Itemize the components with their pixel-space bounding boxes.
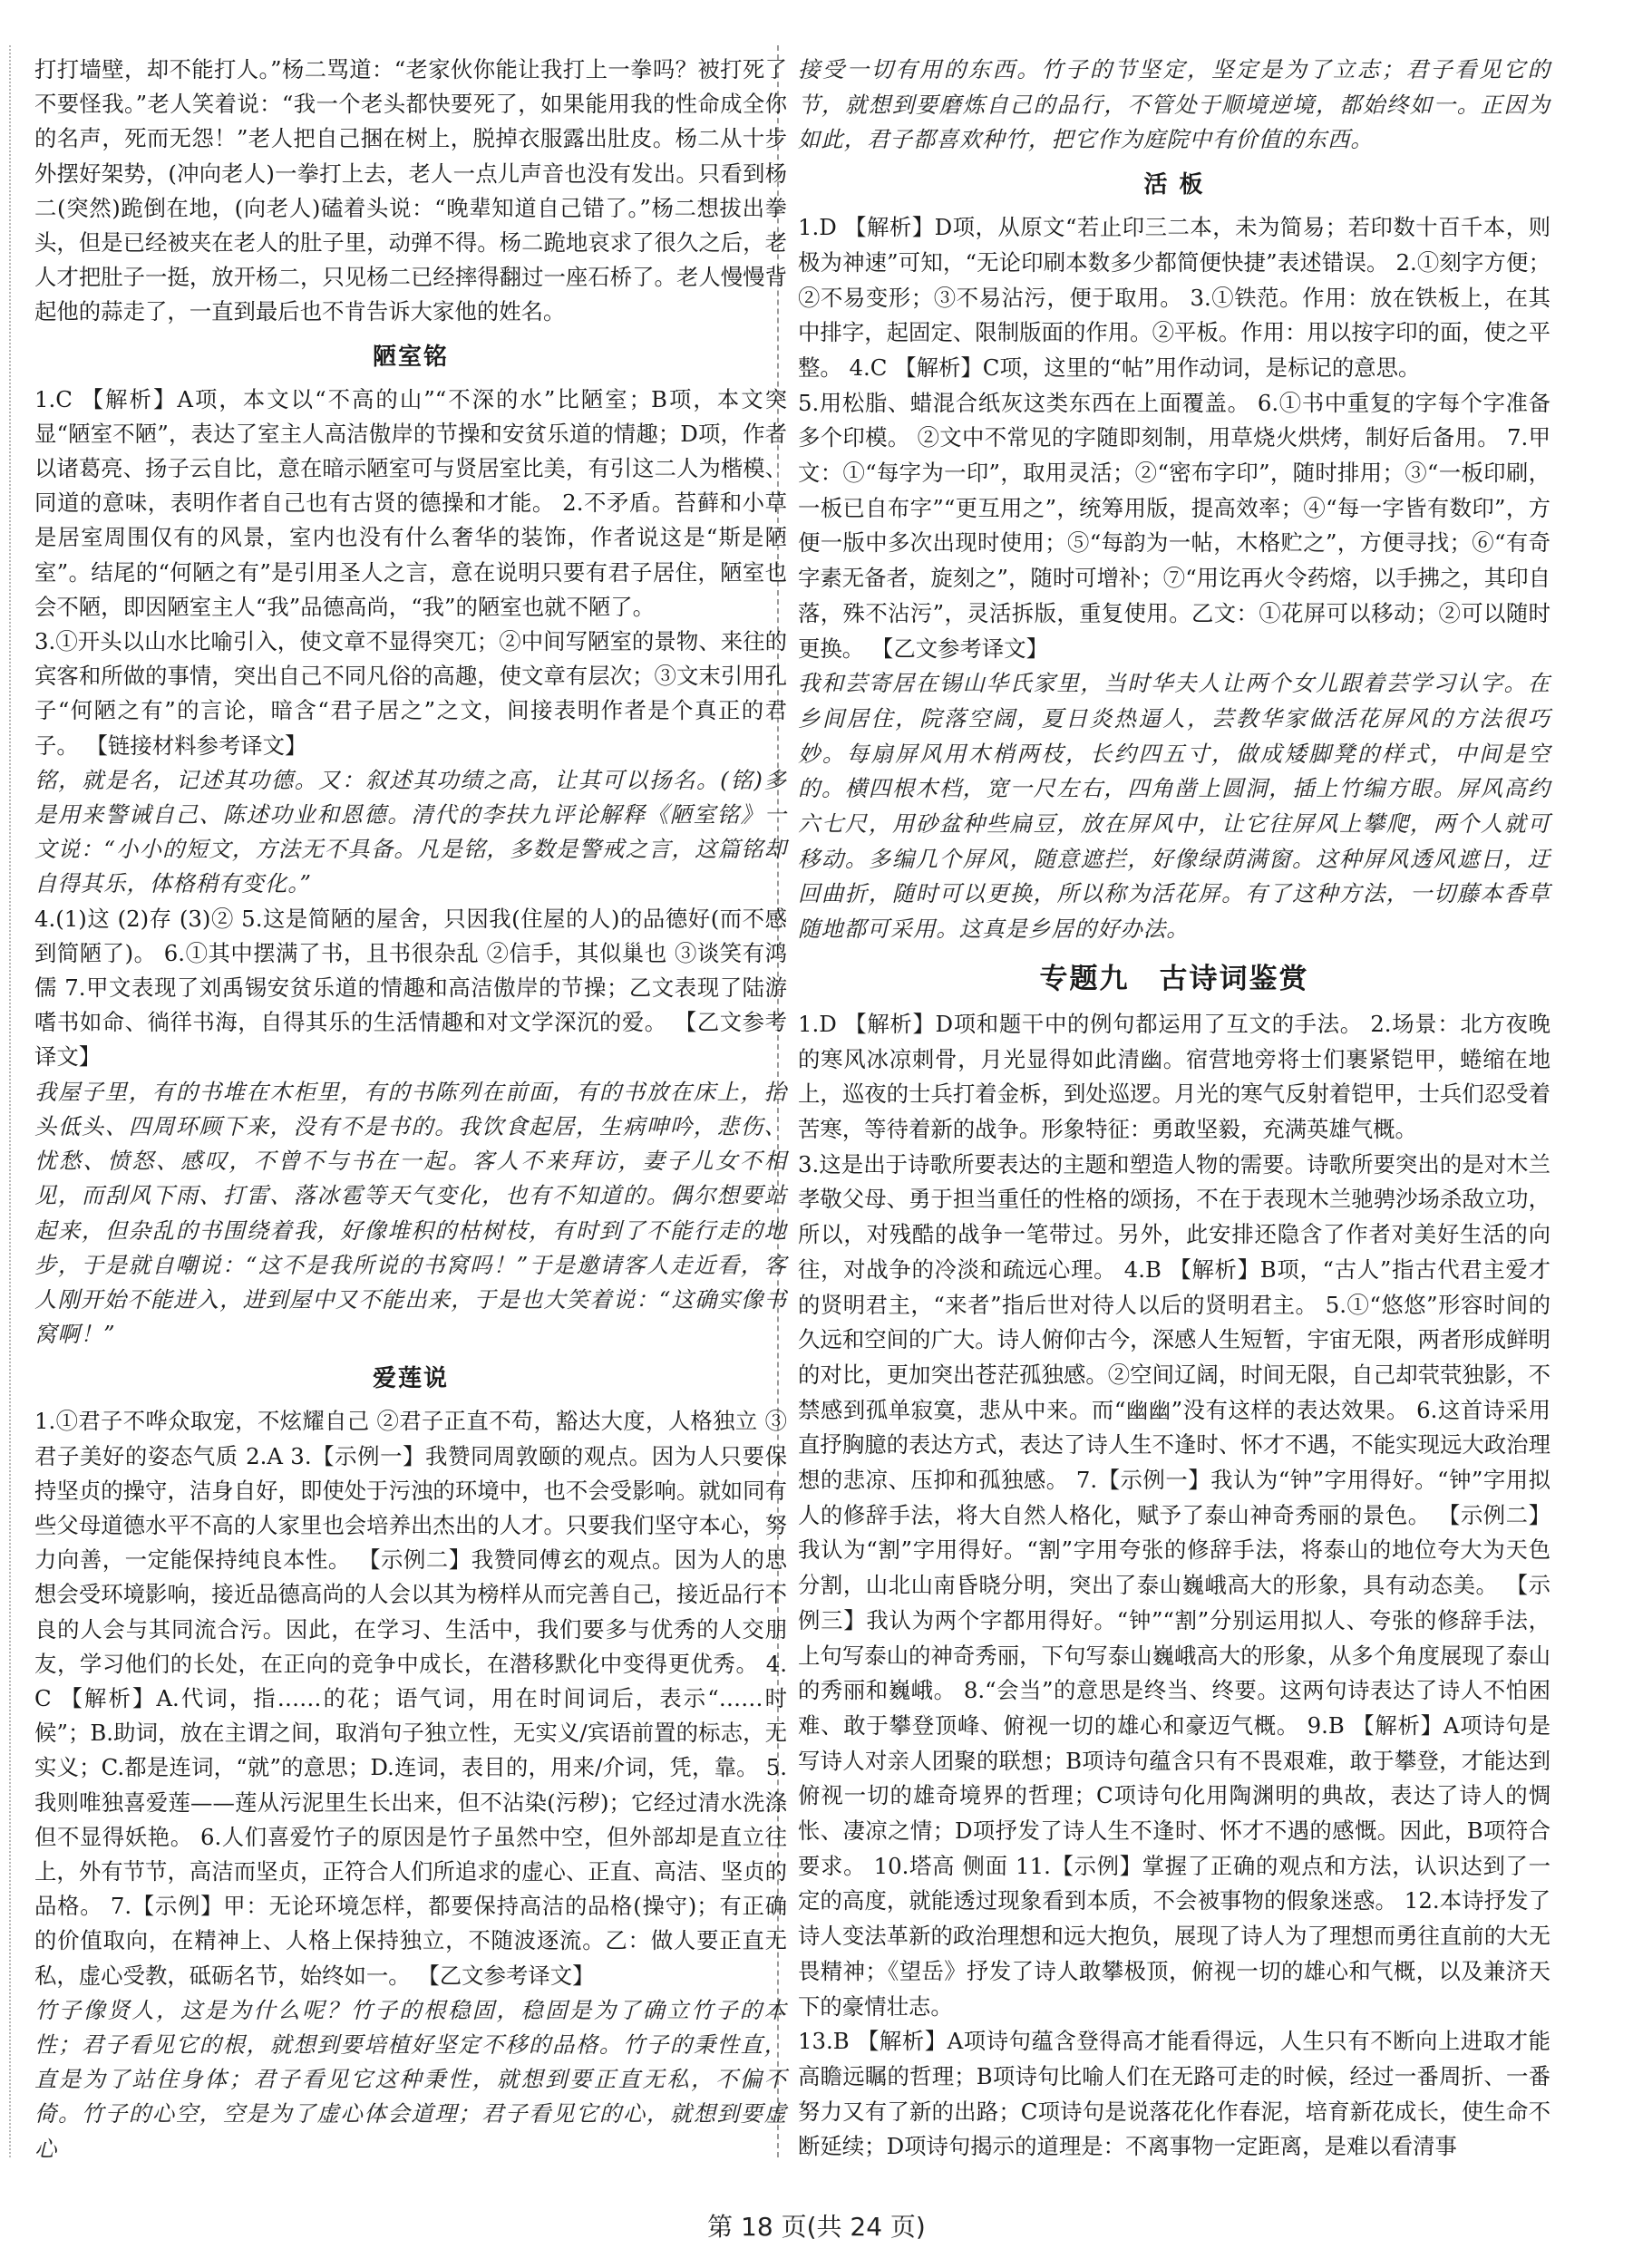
answers-huoban-5-7: 5.用松脂、蜡混合纸灰这类东西在上面覆盖。 6.①书中重复的字每个字准备多个印模。 ②文中不常见的字随即刻制，用草烧火烘烤，制好后备用。 7.甲文：①“每字为一印”，取用灵活；②“密布字印”，随时排用；③“一板印刷，一板已自布字”“更互用之”，统筹用版，提高效率；④“每一字皆有数印”，方便一版中多次出现时使用；⑤“每韵为一帖，木格贮之”，方便寻找；⑥“有奇字素无备者，旋刻之”，随时可增补；⑦“用讫再火令药熔，以手拂之，其印自落，殊不沾污”，灵活拆版，重复使用。乙文：①花屏可以移动；②可以随时更换。 【乙文参考译文】 — [798, 389, 1550, 662]
answers-loushiming-1-2: 1.C 【解析】A项，本文以“不高的山”“不深的水”比陋室；B项，本文突显“陋室不陋”，表达了室主人高洁傲岸的节操和安贫乐道的情趣；D项，作者以诸葛亮、扬子云自比，意在暗示陋室可与贤居室比美，有引这二人为楷模、同道的意味，表明作者自己也有古贤的德操和才能。 2.不矛盾。苔藓和小草是居室周围仅有的风景，室内也没有什么奢华的装饰，作者说这是“斯是陋室”。结尾的“何陋之有”是引用圣人之言，意在说明只要有君子居住，陋室也会不陋，即因陋室主人“我”品德高尚，“我”的陋室也就不陋了。 — [34, 385, 787, 620]
link-material-translation: 铭，就是名，记述其功德。又：叙述其功绩之高，让其可以扬名。(铭)多是用来警诫自己、陈述功业和恩德。清代的李扶九评论解释《陋室铭》一文说：“小小的短文，方法无不具备。凡是铭，多数是警戒之言，这篇铭却自得其乐，体格稍有变化。” — [34, 766, 787, 897]
right-column — [798, 53, 1550, 2165]
answers-ailianshuo: 1.①君子不哗众取宠，不炫耀自己 ②君子正直不苟，豁达大度，人格独立 ③君子美好的姿态气质 2.A 3.【示例一】我赞同周敦颐的观点。因为人只要保持坚贞的操守，洁身自好，即使处于污浊的环境中，也不会受影响。就如同有些父母道德水平不高的人家里也会培养出杰出的人才。只要我们坚守本心，努力向善，一定能保持纯良本性。 【示例二】我赞同傅玄的观点。因为人的思想会受环境影响，接近品德高尚的人会以其为榜样从而完善自己，接近品行不良的人会与其同流合污。因此，在学习、生活中，我们要多与优秀的人交朋友，学习他们的长处，在正向的竞争中成长，在潜移默化中变得更优秀。 4.C 【解析】A.代词，指……的花；语气词，用在时间词后，表示“……时候”；B.助词，放在主谓之间，取消句子独立性，无实义/宾语前置的标志，无实义；C.都是连词，“就”的意思；D.连词，表目的，用来/介词，凭，靠。 5.我则唯独喜爱莲——莲从污泥里生长出来，但不沾染(污秽)；它经过清水洗涤但不显得妖艳。 6.人们喜爱竹子的原因是竹子虽然中空，但外部却是直立往上，外有节节，高洁而坚贞，正符合人们所追求的虚心、正直、高洁、坚贞的品格。 7.【示例】甲：无论环境怎样，都要保持高洁的品格(操守)；有正确的价值取向，在精神上、人格上保持独立，不随波逐流。乙：做人要正直无私，虚心受教，砥砺名节，始终如一。 【乙文参考译文】 — [34, 1408, 787, 1989]
yi-text-translation-shuchao: 我屋子里，有的书堆在木柜里，有的书陈列在前面，有的书放在床上，抬头低头、四周环顾下来，没有不是书的。我饮食起居，生病呻吟，悲伤、忧愁、愤怒、感叹，不曾不与书在一起。客人不来拜访，妻子儿女不相见，而刮风下雨、打雷、落冰雹等天气变化，也有不知道的。偶尔想要站起来，但杂乱的书围绕着我，好像堆积的枯树枝，有时到了不能行走的地步，于是就自嘲说：“这不是我所说的书窝吗！”于是邀请客人走近看，客人刚开始不能进入，进到屋中又不能出来，于是也大笑着说：“这确实像书窝啊！” — [34, 1078, 787, 1348]
chapter-title-poetry: 专题九 古诗词鉴赏 — [1039, 962, 1309, 995]
answers-loushiming-3: 3.①开头以山水比喻引入，使文章不显得突兀；②中间写陋室的景物、来往的宾客和所做的事情，突出自己不同凡俗的高趣，使文章有层次；③文末引用孔子“何陋之有”的言论，暗含“君子居之”之文，间接表明作者是个真正的君子。 【链接材料参考译文】 — [34, 628, 787, 759]
left-column — [34, 53, 787, 2166]
answers-huoban-1-4: 1.D 【解析】D项，从原文“若止印三二本，未为简易；若印数十百千本，则极为神速”可知，“无论印刷本数多少都简便快捷”表述错误。 2.①刻字方便；②不易变形；③不易沾污，便于取用。 3.①铁范。作用：放在铁板上，在其中排字，起固定、限制版面的作用。②平板。作用：用以按字印的面，使之平整。 4.C 【解析】C项，这里的“帖”用作动词，是标记的意思。 — [798, 214, 1550, 381]
left-margin-line — [9, 45, 11, 2157]
answers-poetry-1-2: 1.D 【解析】D项和题干中的例句都运用了互文的手法。 2.场景：北方夜晚的寒风冰凉刺骨，月光显得如此清幽。宿营地旁将士们裹紧铠甲，蜷缩在地上，巡夜的士兵打着金柝，到处巡逻。月光的寒气反射着铠甲，士兵们忍受着苦寒，等待着新的战争。形象特征：勇敢坚毅，充满英雄气概。 — [798, 1010, 1550, 1142]
section-title-ailianshuo: 爱莲说 — [372, 1365, 449, 1393]
yi-text-translation-huapingfeng: 我和芸寄居在锡山华氏家里，当时华夫人让两个女儿跟着芸学习认字。在乡间居住，院落空阔，夏日炎热逼人，芸教华家做活花屏风的方法很巧妙。每扇屏风用木梢两枝，长约四五寸，做成矮脚凳的样式，中间是空的。横四根木档，宽一尺左右，四角凿上圆洞，插上竹编方眼。屏风高约六七尺，用砂盆种些扁豆，放在屏风中，让它往屏风上攀爬，两个人就可移动。多编几个屏风，随意遮拦，好像绿荫满窗。这种屏风透风遮日，迂回曲折，随时可以更换，所以称为活花屏。有了这种方法，一切藤本香草随地都可采用。这真是乡居的好办法。 — [798, 670, 1550, 943]
yi-text-translation-bamboo: 竹子像贤人，这是为什么呢？竹子的根稳固，稳固是为了确立竹子的本性；君子看见它的根，就想到要培植好坚定不移的品格。竹子的秉性直，直是为了站住身体；君子看见它这种秉性，就想到要正直无私，不偏不倚。竹子的心空，空是为了虚心体会道理；君子看见它的心，就想到要虚心 — [34, 1996, 787, 2162]
answers-poetry-3-12: 3.这是出于诗歌所要表达的主题和塑造人物的需要。诗歌所要突出的是对木兰孝敬父母、勇于担当重任的性格的颂扬，不在于表现木兰驰骋沙场杀敌立功，所以，对残酷的战争一笔带过。另外，此安排还隐含了作者对美好生活的向往，对战争的冷淡和疏远心理。 4.B 【解析】B项，“古人”指古代君主爱才的贤明君主，“来者”指后世对待人以后的贤明君主。 5.①“悠悠”形容时间的久远和空间的广大。诗人俯仰古今，深感人生短暂，宇宙无限，两者形成鲜明的对比，更加突出苍茫孤独感。②空间辽阔，时间无限，自己却茕茕独影，不禁感到孤单寂寞，悲从中来。而“幽幽”没有这样的表达效果。 6.这首诗采用直抒胸臆的表达方式，表达了诗人生不逢时、怀才不遇，不能实现远大政治理想的悲凉、压抑和孤独感。 7.【示例一】我认为“钟”字用得好。“钟”字用拟人的修辞手法，将大自然人格化，赋予了泰山神奇秀丽的景色。 【示例二】我认为“割”字用得好。“割”字用夸张的修辞手法，将泰山的地位夸大为天色分割，山北山南昏晓分明，突出了泰山巍峨高大的形象，具有动态美。 【示例三】我认为两个字都用得好。“钟”“割”分别运用拟人、夸张的修辞手法，上句写泰山的神奇秀丽，下句写泰山巍峨高大的形象，从多个角度展现了泰山的秀丽和巍峨。 8.“会当”的意思是终当、终要。这两句诗表达了诗人不怕困难、敢于攀登顶峰、俯视一切的雄心和豪迈气概。 9.B 【解析】A项诗句是写诗人对亲人团聚的联想；B项诗句蕴含只有不畏艰难，敢于攀登，才能达到俯视一切的雄奇境界的哲理；C项诗句化用陶渊明的典故，表达了诗人的惆怅、凄凉之情；D项抒发了诗人生不逢时、怀才不遇的感慨。因此，B项符合要求。 10.塔高 侧面 11.【示例】掌握了正确的观点和方法，认识达到了一定的高度，就能透过现象看到本质，不会被事物的假象迷惑。 12.本诗抒发了诗人变法革新的政治理想和远大抱负，展现了诗人为了理想而勇往直前的大无畏精神；《望岳》抒发了诗人敢攀极顶，俯视一切的雄心和气概，以及兼济天下的豪情壮志。 — [798, 1150, 1550, 2020]
story-translation-ending: 打打墙壁，却不能打人。”杨二骂道：“老家伙你能让我打上一拳吗？被打死了不要怪我。”老人笑着说：“我一个老头都快要死了，如果能用我的性命成全你的名声，死而无怨！”老人把自己捆在树上，脱掉衣服露出肚皮。杨二从十步外摆好架势，(冲向老人)一拳打上去，老人一点儿声音也没有发出。只看到杨二(突然)跪倒在地，(向老人)磕着头说：“晚辈知道自己错了。”杨二想拔出拳头，但是已经被夹在老人的肚子里，动弹不得。杨二跪地哀求了很久之后，老人才把肚子一挺，放开杨二，只见杨二已经摔得翻过一座石桥了。老人慢慢背起他的蒜走了，一直到最后也不肯告诉大家他的姓名。 — [34, 56, 787, 325]
answers-poetry-13: 13.B 【解析】A项诗句蕴含登得高才能看得远，人生只有不断向上进取才能高瞻远瞩的哲理；B项诗句比喻人们在无路可走的时候，经过一番周折、一番努力又有了新的出路；C项诗句是说落花化作春泥，培育新花成长，使生命不断延续；D项诗句揭示的道理是：不离事物一定距离，是难以看清事 — [798, 2028, 1550, 2160]
section-title-loushiming: 陋室铭 — [372, 343, 449, 371]
bamboo-translation-continued: 接受一切有用的东西。竹子的节坚定，坚定是为了立志；君子看见它的节，就想到要磨炼自己的品行，不管处于顺境逆境，都始终如一。正因为如此，君子都喜欢种竹，把它作为庭院中有价值的东西。 — [798, 56, 1550, 153]
answers-loushiming-4-7: 4.(1)这 (2)存 (3)② 5.这是简陋的屋舍，只因我(住屋的人)的品德好(而不感到简陋了)。 6.①其中摆满了书，且书很杂乱 ②信手，其似巢也 ③谈笑有鸿儒 7.甲文表现了刘禹锡安贫乐道的情趣和高洁傲岸的节操；乙文表现了陆游嗜书如命、徜徉书海，自得其乐的生活情趣和对文学深沉的爱。 【乙文参考译文】 — [34, 905, 787, 1071]
section-title-huoban: 活 板 — [1143, 171, 1205, 199]
page-number: 第 18 页(共 24 页) — [707, 2212, 926, 2242]
